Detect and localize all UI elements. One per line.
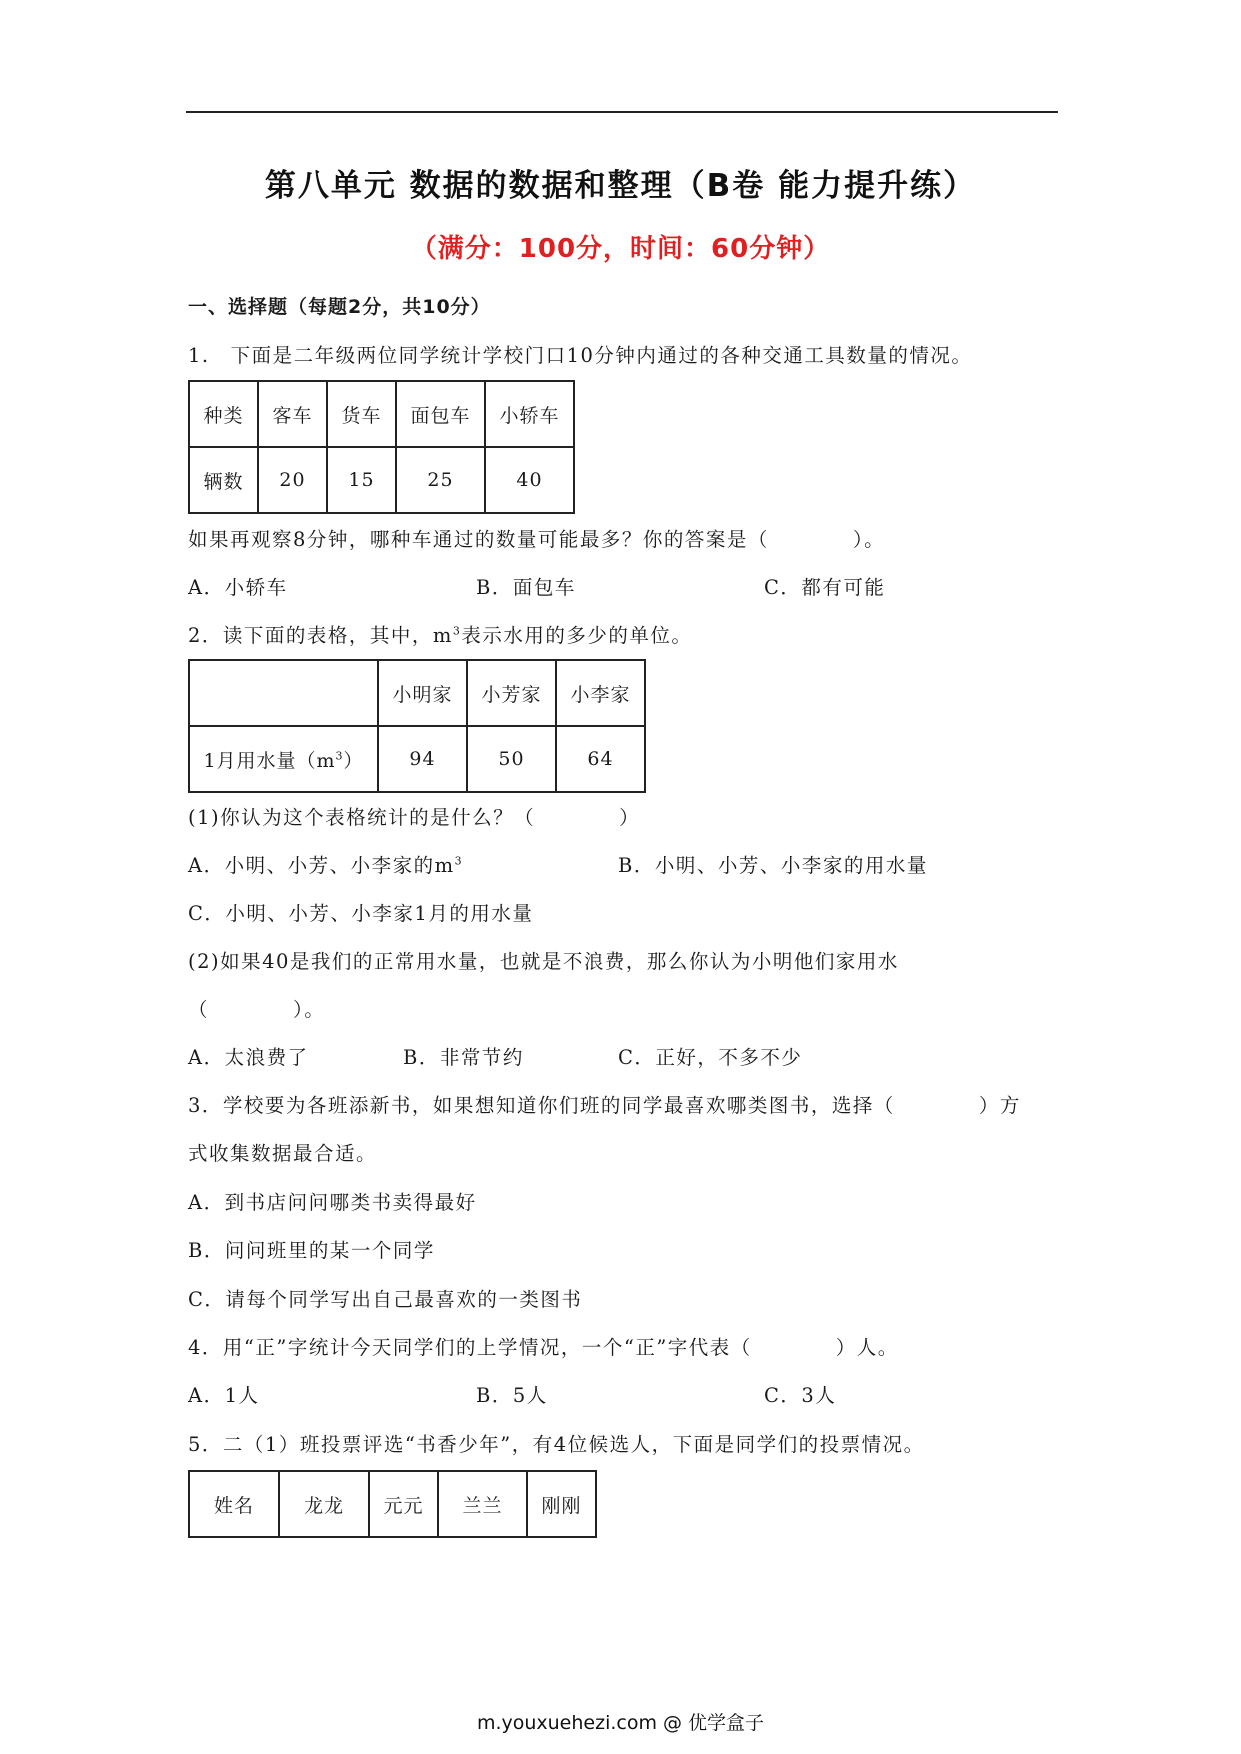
table-cell: 小芳家 [467, 660, 556, 726]
q2-stem [188, 620, 692, 648]
table-cell: 小轿车 [485, 381, 574, 447]
q4-option-c: C．3人 [764, 1384, 837, 1407]
q1-option-b: B．面包车 [476, 576, 576, 599]
table-cell: 20 [258, 447, 327, 513]
q2-sub1-option-c: C．小明、小芳、小李家1月的用水量 [188, 902, 534, 925]
table-cell: 64 [556, 726, 645, 792]
q1-stem: 1. 下面是二年级两位同学统计学校门口10分钟内通过的各种交通工具数量的情况。 [188, 344, 973, 367]
page-subtitle: （满分：100分，时间：60分钟） [410, 234, 831, 264]
q2-sub2-option-c: C．正好，不多不少 [618, 1046, 803, 1069]
table-cell: 种类 [189, 381, 258, 447]
table-cell: 龙龙 [279, 1471, 369, 1537]
table-cell: 面包车 [396, 381, 485, 447]
table-cell: 元元 [369, 1471, 438, 1537]
q5-table [188, 1470, 597, 1538]
table-cell: 刚刚 [527, 1471, 596, 1537]
q1-question: 如果再观察8分钟，哪种车通过的数量可能最多？你的答案是（ ）。 [188, 528, 886, 551]
table-cell: 50 [467, 726, 556, 792]
q2-stem-post: 表示水用的多少的单位。 [461, 624, 693, 647]
table-cell: 货车 [327, 381, 396, 447]
q2-sub2-line1: (2)如果40是我们的正常用水量，也就是不浪费，那么你认为小明他们家用水 [188, 950, 899, 973]
q2-stem-pre: 2．读下面的表格，其中，m [188, 624, 453, 647]
q2-sub1-option-a [188, 850, 463, 878]
table-cell: 小明家 [378, 660, 467, 726]
footer-watermark: m.youxuehezi.com @ 优学盒子 [476, 1712, 765, 1734]
table-cell: 客车 [258, 381, 327, 447]
table-cell: 姓名 [189, 1471, 279, 1537]
q2-sub1-option-a-sup: 3 [454, 854, 464, 868]
q3-stem-line1: 3．学校要为各班添新书，如果想知道你们班的同学最喜欢哪类图书，选择（ ）方 [188, 1094, 1021, 1117]
q4-option-b: B．5人 [476, 1384, 548, 1407]
q2-sub1-option-b: B．小明、小芳、小李家的用水量 [618, 854, 928, 877]
table-row [189, 726, 645, 792]
table-cell: 兰兰 [438, 1471, 527, 1537]
q4-stem: 4．用“正”字统计今天同学们的上学情况，一个“正”字代表（ ）人。 [188, 1336, 899, 1359]
table-cell: 25 [396, 447, 485, 513]
q3-option-a: A．到书店问问哪类书卖得最好 [188, 1191, 477, 1214]
table-cell: 15 [327, 447, 396, 513]
q3-option-c: C．请每个同学写出自己最喜欢的一类图书 [188, 1288, 583, 1311]
table-cell: 40 [485, 447, 574, 513]
q2-row-label-pre: 1月用水量（m [203, 749, 336, 772]
q3-stem-line2: 式收集数据最合适。 [188, 1142, 378, 1165]
q2-sub2-line2: （ ）。 [188, 998, 326, 1021]
q1-option-a: A．小轿车 [188, 576, 288, 599]
table-cell [189, 726, 378, 792]
q2-row-label-post: ） [343, 749, 364, 772]
table-row [189, 1471, 596, 1537]
q3-option-b: B．问问班里的某一个同学 [188, 1239, 435, 1262]
table-cell: 小李家 [556, 660, 645, 726]
page-title: 第八单元 数据的数据和整理（B卷 能力提升练） [264, 168, 977, 204]
table-cell: 94 [378, 726, 467, 792]
table-cell [189, 660, 378, 726]
q2-sub2-option-b: B．非常节约 [403, 1046, 524, 1069]
q2-table [188, 659, 646, 793]
q2-sub2-option-a: A．太浪费了 [188, 1046, 309, 1069]
table-row [189, 660, 645, 726]
q2-sub1-option-a-text: A．小明、小芳、小李家的m [188, 854, 455, 877]
q4-option-a: A．1人 [188, 1384, 260, 1407]
q1-option-c: C．都有可能 [764, 576, 886, 599]
q5-stem: 5．二（1）班投票评选“书香少年”，有4位候选人，下面是同学们的投票情况。 [188, 1433, 925, 1456]
q2-stem-sup: 3 [452, 624, 462, 638]
q1-table [188, 380, 575, 514]
table-row [189, 381, 574, 447]
q2-row-label-sup: 3 [335, 749, 344, 763]
table-cell: 辆数 [189, 447, 258, 513]
q2-sub1: (1)你认为这个表格统计的是什么？（ ） [188, 806, 641, 829]
table-row [189, 447, 574, 513]
top-rule [186, 111, 1058, 113]
section-heading: 一、选择题（每题2分，共10分） [188, 296, 491, 318]
